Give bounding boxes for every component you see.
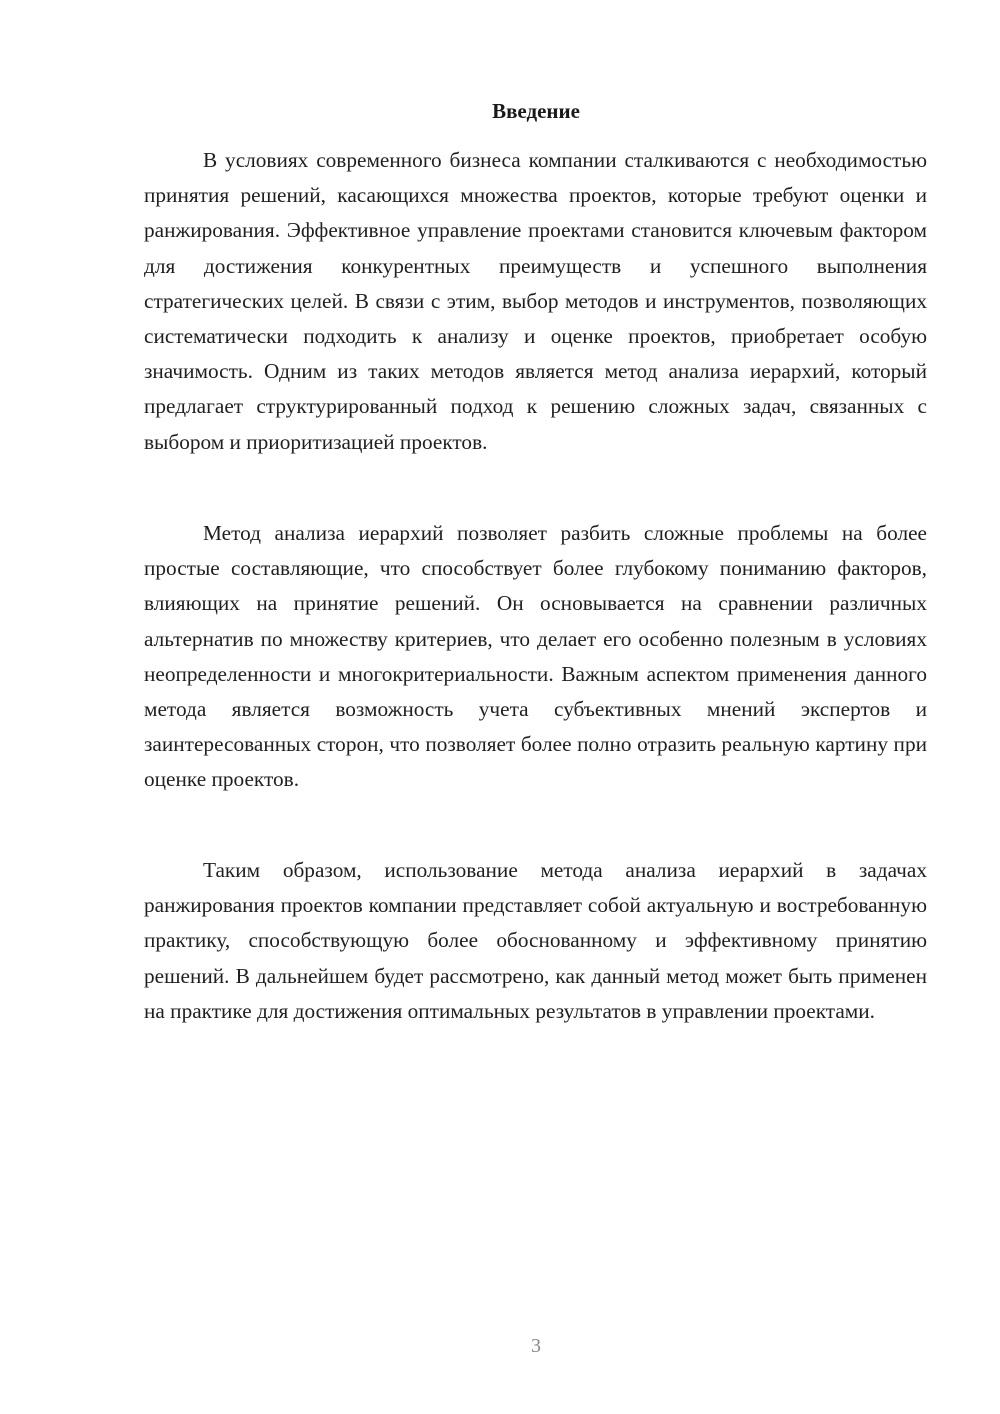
paragraph-2: Метод анализа иерархий позволяет разбить сложные проблемы на более простые составляющие, что способствует более глубокому пониманию факторов, влияющих на принятие решений. Он основывается на сравнении различных альтернатив по множеству критериев, что делает его особенно полезным в условиях неопределенности и многокритериальности. Важным аспектом применения данного метода является возможность учета субъективных мнений экспертов и заинтересованных сторон, что позволяет более полно отразить реальную картину при оценке проектов. [144,521,927,792]
paragraph-1: В условиях современного бизнеса компании сталкиваются с необходимостью принятия решений, касающихся множества проектов, которые требуют оценки и ранжирования. Эффективное управление проектами становится ключевым фактором для достижения конкурентных преимуществ и успешного выполнения стратегических целей. В связи с этим, выбор методов и инструментов, позволяющих систематически подходить к анализу и оценке проектов, приобретает особую значимость. Одним из таких методов является метод анализа иерархий, который предлагает структурированный подход к решению сложных задач, связанных с выбором и приоритизацией проектов. [144,148,927,454]
page-number: 3 [531,1335,541,1357]
page-title: Введение [492,99,580,123]
paragraph-3: Таким образом, использование метода анализа иерархий в задачах ранжирования проектов компании представляет собой актуальную и востребованную практику, способствующую более обоснованному и эффективному принятию решений. В дальнейшем будет рассмотрено, как данный метод может быть применен на практике для достижения оптимальных результатов в управлении проектами. [144,858,927,1023]
